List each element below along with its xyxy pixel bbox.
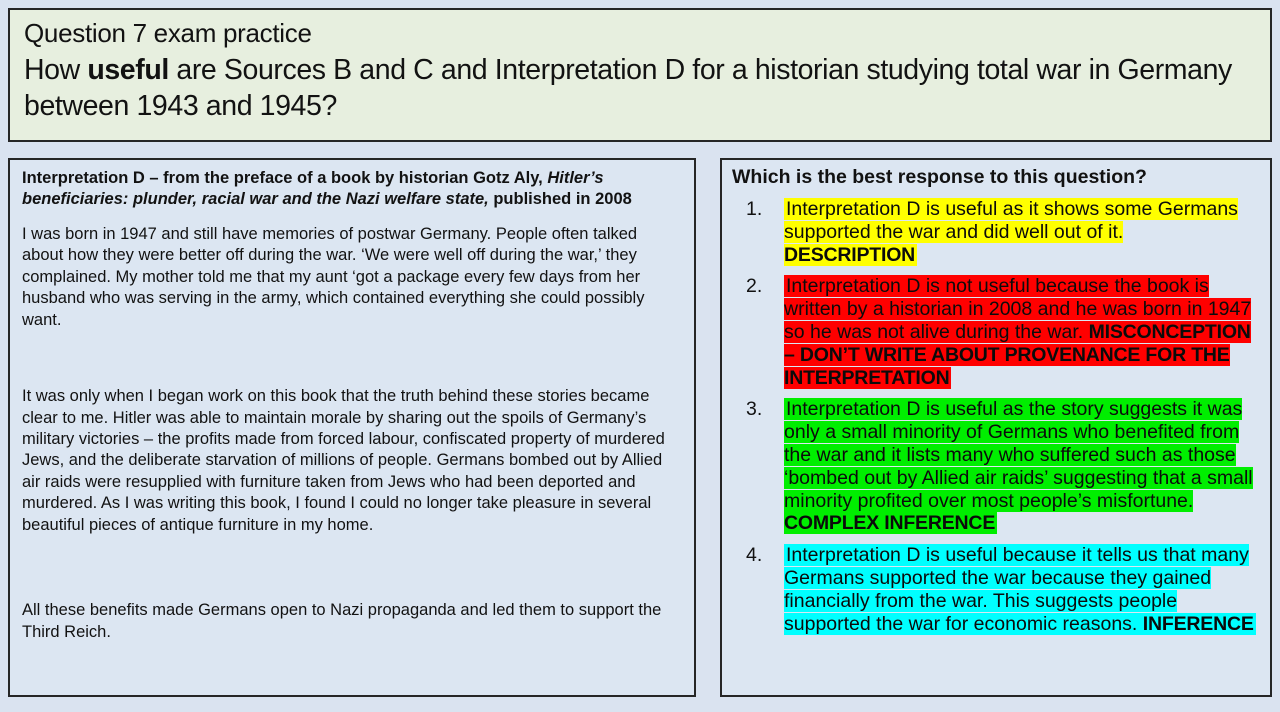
source-heading-part2: published in 2008 (488, 190, 632, 209)
response-content-2 (784, 275, 1262, 389)
question-prefix: How (24, 54, 88, 87)
response-number-3: 3. (746, 398, 763, 421)
highlight-mark-red (784, 275, 1251, 388)
response-item-4 (732, 544, 1262, 635)
response-content-3 (784, 398, 1262, 535)
question-emphasis: useful (87, 54, 169, 87)
source-heading-book-title: Hitler’s beneficiaries: plunder, racial war and the Nazi welfare state, (22, 169, 604, 209)
response-label-1: DESCRIPTION (784, 243, 916, 266)
responses-heading: Which is the best response to this question? (732, 166, 1147, 188)
question-suffix: are Sources B and C and Interpretation D for a historian studying total war in Germany between 1943 and 1945? (24, 54, 1232, 123)
slide-title: Question 7 exam practice (24, 18, 312, 48)
responses-panel (720, 158, 1272, 697)
source-heading (22, 168, 682, 211)
exam-question (24, 52, 1254, 124)
response-number-4: 4. (746, 544, 763, 567)
response-item-3 (732, 398, 1262, 535)
response-item-1 (732, 198, 1262, 266)
header-box (8, 8, 1272, 142)
highlight-mark-yellow (784, 198, 1238, 266)
response-label-3: COMPLEX INFERENCE (784, 512, 996, 535)
response-text-3: Interpretation D is useful as the story suggests it was only a small minority of Germans who benefited from the war and it lists many who suffered such as those ‘bombed out by Allied air raids’ suggesting that a small minority profited over most people’s misfortune. (784, 398, 1253, 512)
response-item-2 (732, 275, 1262, 389)
response-label-4: INFERENCE (1142, 612, 1254, 635)
response-number-1: 1. (746, 198, 763, 220)
response-content-4 (784, 544, 1262, 635)
response-text-4: Interpretation D is useful because it tells us that many Germans supported the war because they gained financially from the war. This suggests people supported the war for economic reasons. (784, 544, 1249, 635)
response-content-1 (784, 198, 1262, 266)
response-text-1: Interpretation D is useful as it shows some Germans supported the war and did well out of it. (784, 198, 1238, 243)
highlight-mark-cyan (784, 544, 1256, 634)
source-paragraph-1: I was born in 1947 and still have memories of postwar Germany. People often talked about how they were better off during the war. ‘We were well off during the war,’ they complained. My mother told me that my aunt ‘got a package every few days from her husband who was serving in the army, which contained everything she could possibly want. (22, 224, 645, 329)
response-label-2: MISCONCEPTION – DON’T WRITE ABOUT PROVENANCE FOR THE INTERPRETATION (784, 320, 1251, 389)
response-text-2: Interpretation D is not useful because the book is written by a historian in 2008 and he was born in 1947 so he was not alive during the war. (784, 275, 1252, 343)
highlight-mark-green (784, 398, 1253, 534)
response-number-2: 2. (746, 275, 763, 298)
source-paragraph-2: It was only when I began work on this book that the truth behind these stories became clear to me. Hitler was able to maintain morale by sharing out the spoils of Germany’s military victories – the profits made from forced labour, confiscated property of murdered Jews, and the deliberate starvation of millions of people. Germans bombed out by Allied air raids were resupplied with furniture taken from Jews who had been deported and murdered. As I was writing this book, I found I could no longer take pleasure in several beautiful pieces of antique furniture in my home. (22, 387, 665, 534)
source-paragraph-3: All these benefits made Germans open to Nazi propaganda and led them to support the Third Reich. (22, 601, 662, 641)
source-panel (8, 158, 696, 697)
source-heading-part1: Interpretation D – from the preface of a book by historian Gotz Aly, (22, 169, 548, 187)
